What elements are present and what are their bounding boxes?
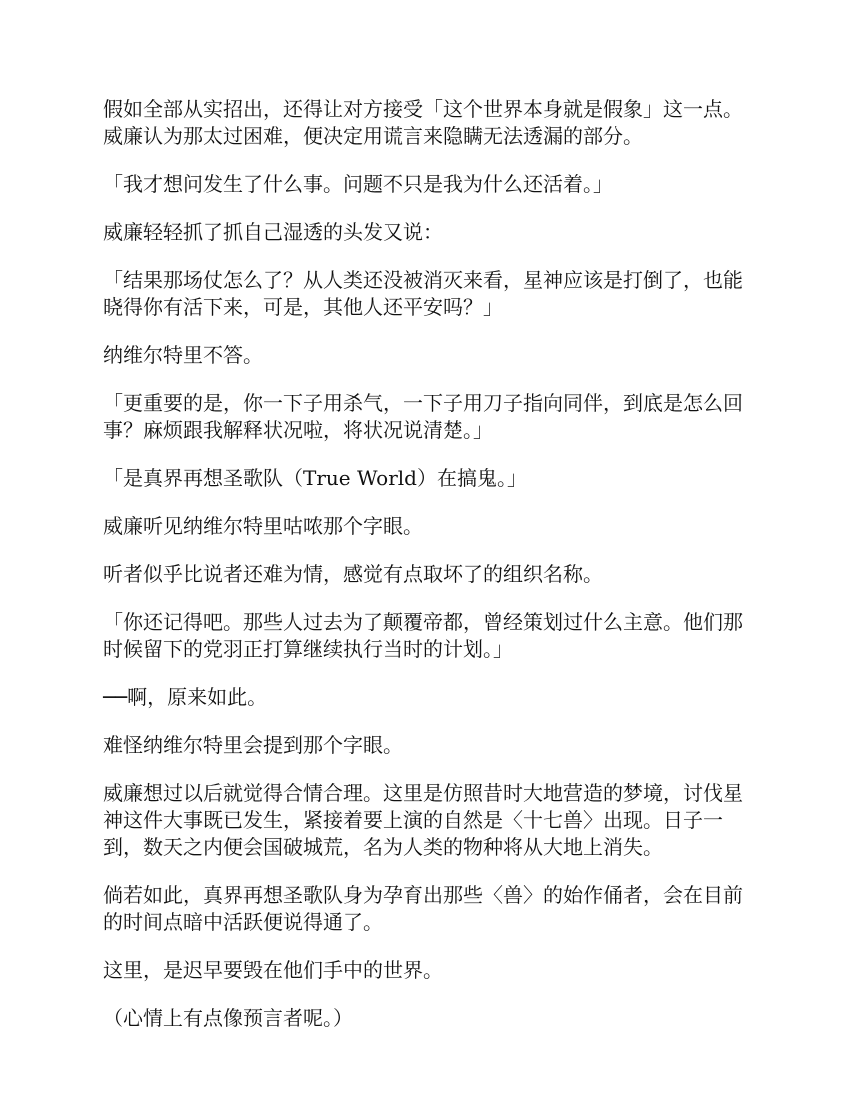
paragraph-9: 听者似乎比说者还难为情，感觉有点取坏了的组织名称。 bbox=[103, 562, 603, 586]
paragraph-12: 难怪纳维尔特里会提到那个字眼。 bbox=[103, 733, 403, 757]
paragraph-3: 威廉轻轻抓了抓自己湿透的头发又说： bbox=[103, 220, 443, 244]
paragraph-13: 威廉想过以后就觉得合情合理。这里是仿照昔时大地营造的梦境，讨伐星神这件大事既已发生，紧接着要上演的自然是〈十七兽〉出现。日子一到，数天之内便会国破城荒，名为人类的物种将从大地上消失。 bbox=[103, 781, 743, 859]
paragraph-11: ──啊，原来如此。 bbox=[103, 685, 268, 709]
paragraph-5: 纳维尔特里不答。 bbox=[103, 343, 263, 367]
paragraph-15: 这里，是迟早要毁在他们手中的世界。 bbox=[103, 958, 443, 982]
paragraph-4: 「结果那场仗怎么了？从人类还没被消灭来看，星神应该是打倒了，也能晓得你有活下来，可是，其他人还平安吗？」 bbox=[103, 268, 743, 319]
paragraph-10: 「你还记得吧。那些人过去为了颠覆帝都，曾经策划过什么主意。他们那时候留下的党羽正打算继续执行当时的计划。」 bbox=[103, 610, 743, 661]
paragraph-2: 「我才想问发生了什么事。问题不只是我为什么还活着。」 bbox=[103, 172, 613, 196]
paragraph-14: 倘若如此，真界再想圣歌队身为孕育出那些〈兽〉的始作俑者，会在目前的时间点暗中活跃便说得通了。 bbox=[103, 883, 743, 934]
document-page bbox=[103, 96, 743, 1053]
paragraph-16: （心情上有点像预言者呢。） bbox=[103, 1006, 353, 1030]
paragraph-8: 威廉听见纳维尔特里咕哝那个字眼。 bbox=[103, 514, 423, 538]
paragraph-7: 「是真界再想圣歌队（True World）在搞鬼。」 bbox=[103, 466, 527, 490]
paragraph-6: 「更重要的是，你一下子用杀气，一下子用刀子指向同伴，到底是怎么回事？麻烦跟我解释状况啦，将状况说清楚。」 bbox=[103, 391, 743, 442]
paragraph-1: 假如全部从实招出，还得让对方接受「这个世界本身就是假象」这一点。威廉认为那太过困难，便决定用谎言来隐瞒无法透漏的部分。 bbox=[103, 97, 743, 148]
